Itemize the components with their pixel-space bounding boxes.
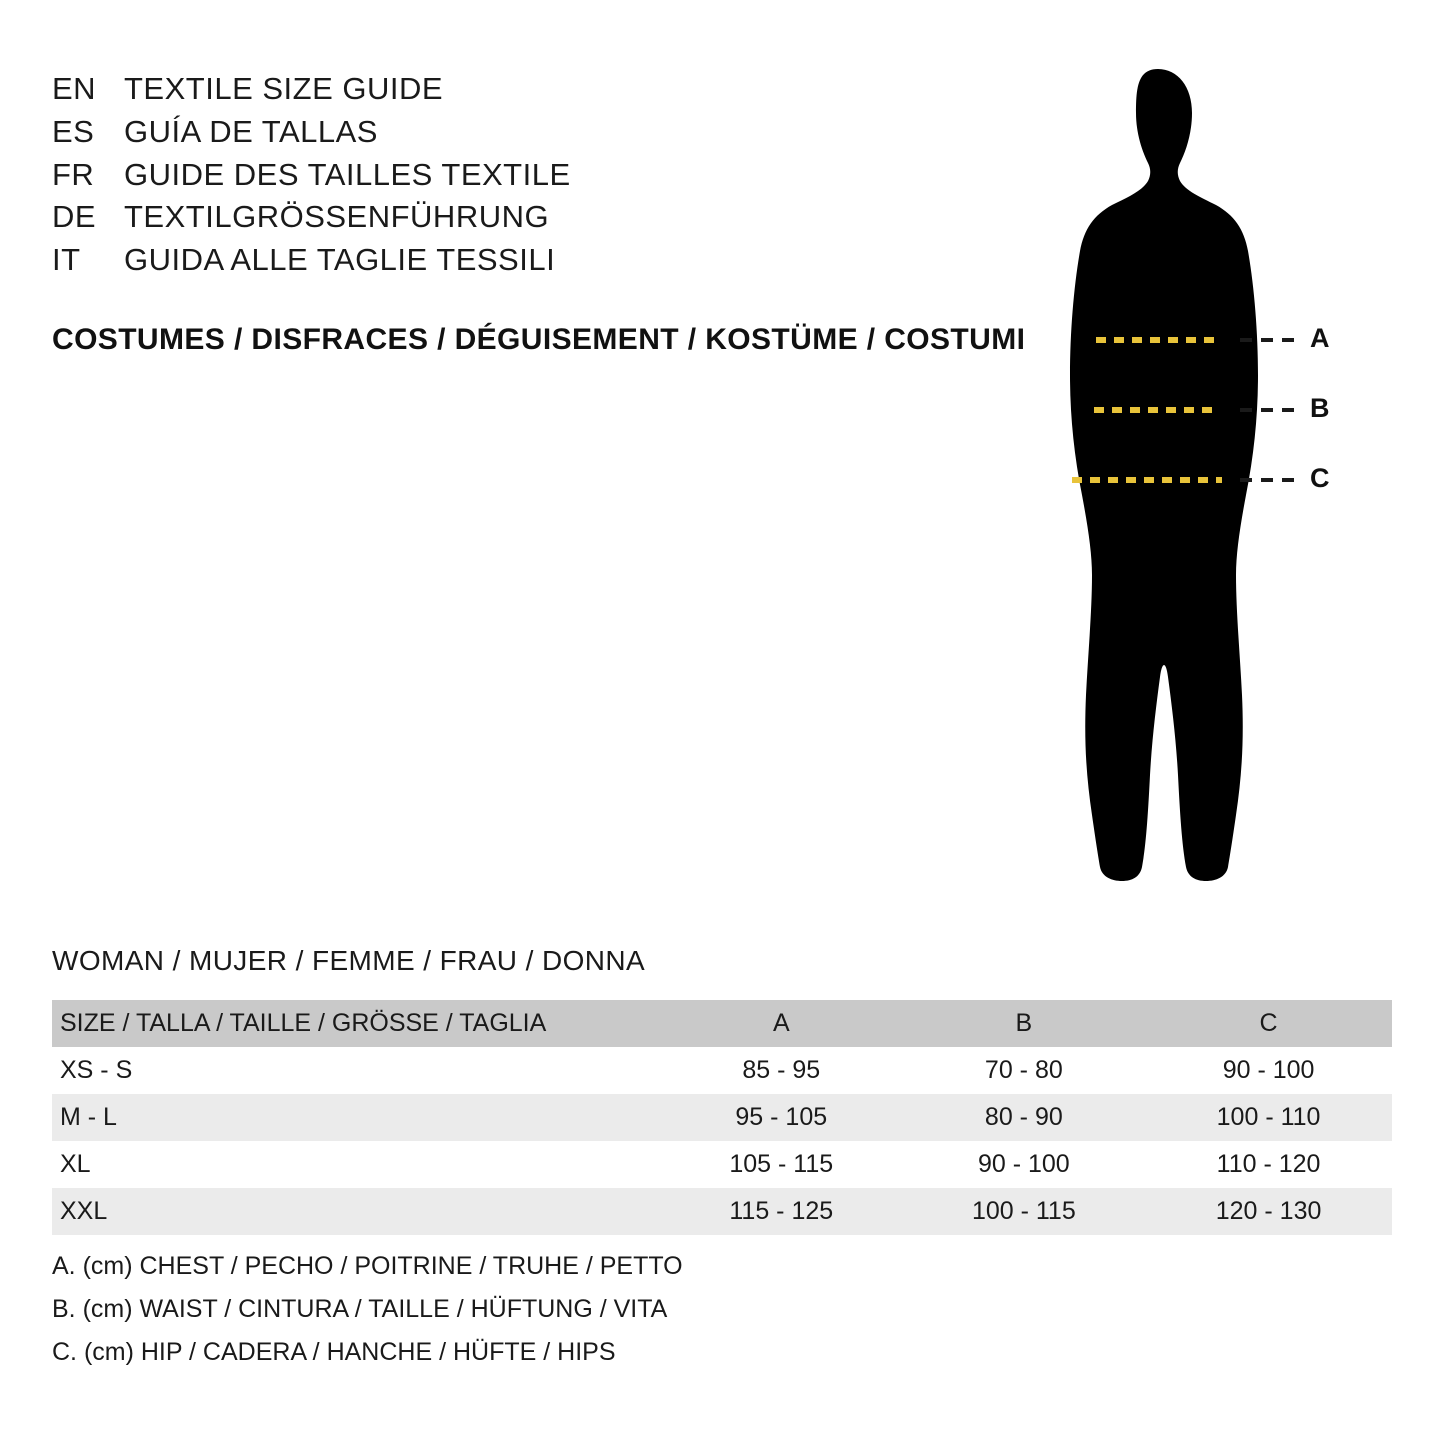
woman-silhouette-icon xyxy=(1010,55,1410,885)
cell-b: 70 - 80 xyxy=(984,1056,1063,1084)
measure-label-b: B xyxy=(1310,393,1330,423)
table-header-row xyxy=(52,1000,1392,1047)
cell-a: 85 - 95 xyxy=(742,1056,821,1084)
language-row xyxy=(52,239,992,282)
language-row xyxy=(52,196,992,239)
language-code: FR xyxy=(52,156,95,192)
language-text: GUIDA ALLE TAGLIE TESSILI xyxy=(124,242,556,278)
column-header-a: A xyxy=(772,1009,790,1037)
legend-line-a: A. (cm) CHEST / PECHO / POITRINE / TRUHE / PETTO xyxy=(52,1252,683,1280)
language-header-block xyxy=(52,68,992,282)
legend-line-b: B. (cm) WAIST / CINTURA / TAILLE / HÜFTUNG / VITA xyxy=(52,1295,668,1323)
cell-b: 100 - 115 xyxy=(971,1197,1076,1225)
table-title: WOMAN / MUJER / FEMME / FRAU / DONNA xyxy=(52,945,646,976)
language-text: TEXTILGRÖSSENFÜHRUNG xyxy=(124,199,550,235)
cell-a: 115 - 125 xyxy=(729,1197,834,1225)
table-row xyxy=(52,1094,1392,1141)
category-heading: COSTUMES / DISFRACES / DÉGUISEMENT / KOSTÜME / COSTUMI xyxy=(52,323,1026,356)
cell-size: XL xyxy=(60,1150,91,1178)
language-text: TEXTILE SIZE GUIDE xyxy=(124,71,444,106)
cell-size: XXL xyxy=(60,1197,108,1225)
column-header-size: SIZE / TALLA / TAILLE / GRÖSSE / TAGLIA xyxy=(60,1009,547,1037)
legend-line-c: C. (cm) HIP / CADERA / HANCHE / HÜFTE / HIPS xyxy=(52,1338,616,1366)
language-text: GUÍA DE TALLAS xyxy=(124,113,378,149)
cell-b: 90 - 100 xyxy=(977,1150,1070,1178)
size-table xyxy=(52,1000,1392,1235)
table-row xyxy=(52,1141,1392,1188)
measure-label-c: C xyxy=(1310,463,1330,493)
cell-c: 100 - 110 xyxy=(1216,1103,1321,1131)
cell-size: M - L xyxy=(60,1103,117,1131)
table-row xyxy=(52,1047,1392,1094)
table-body xyxy=(52,1047,1392,1235)
language-row xyxy=(52,154,992,197)
table-header xyxy=(52,1000,1392,1047)
language-row xyxy=(52,111,992,154)
table-row xyxy=(52,1188,1392,1235)
column-header-c: C xyxy=(1259,1009,1278,1037)
cell-c: 120 - 130 xyxy=(1215,1197,1322,1225)
language-code: ES xyxy=(52,113,95,149)
cell-a: 105 - 115 xyxy=(729,1150,834,1178)
cell-a: 95 - 105 xyxy=(735,1103,828,1131)
language-code: EN xyxy=(52,71,97,106)
cell-size: XS - S xyxy=(60,1056,133,1084)
column-header-b: B xyxy=(1015,1009,1033,1037)
language-row xyxy=(52,68,992,111)
measure-label-a: A xyxy=(1310,323,1330,353)
cell-c: 110 - 120 xyxy=(1216,1150,1321,1178)
language-text: GUIDE DES TAILLES TEXTILE xyxy=(124,156,571,192)
language-code: IT xyxy=(52,242,81,278)
cell-c: 90 - 100 xyxy=(1222,1056,1315,1084)
measurement-legend xyxy=(52,1245,683,1374)
figure-illustration xyxy=(1010,55,1410,885)
language-code: DE xyxy=(52,199,97,235)
cell-b: 80 - 90 xyxy=(984,1103,1063,1131)
